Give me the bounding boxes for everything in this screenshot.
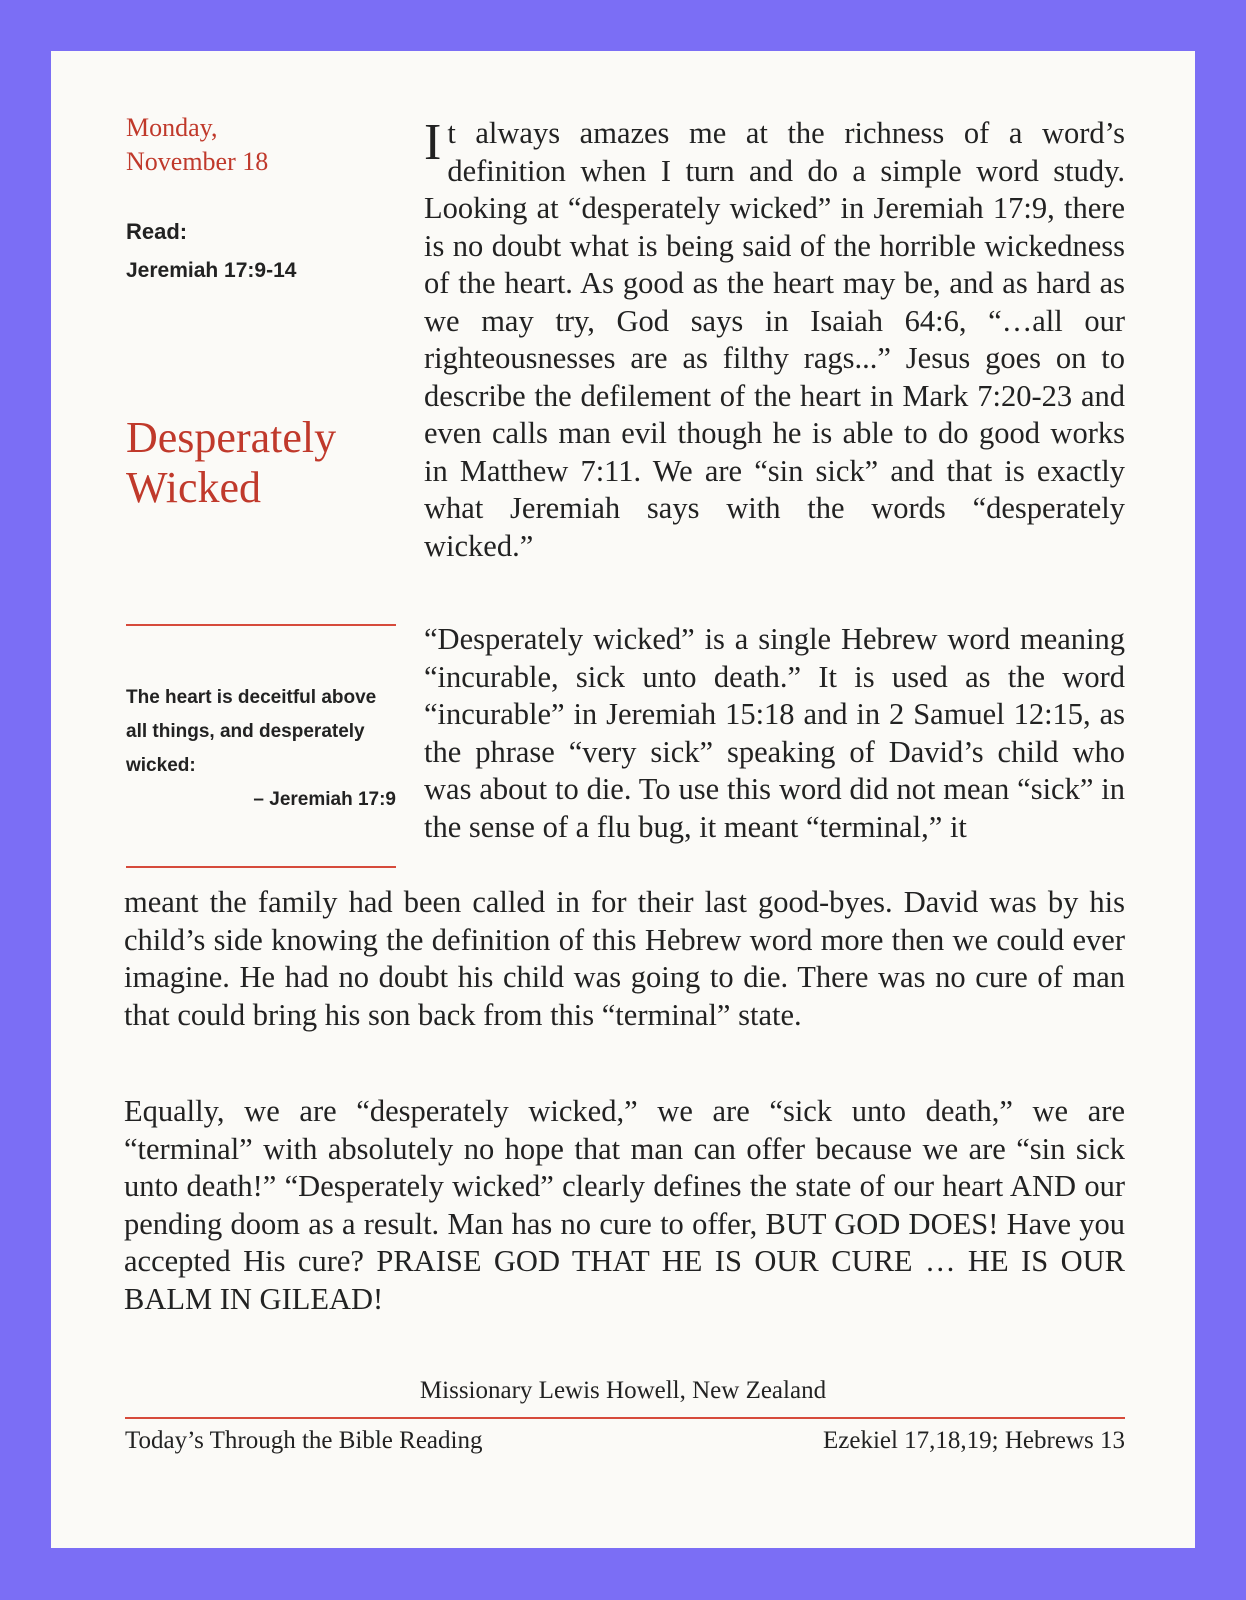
footer-divider: [125, 1417, 1125, 1419]
body-paragraph-2-bottom: meant the family had been called in for their last good-byes. David was by his child’s side knowing the definition of this Hebrew word more then we could ever imagine. He had no doubt his child was going to die. There was no cure of man that could bring his son back from this “terminal” state.: [124, 885, 1125, 1032]
footer-reading-label: Today’s Through the Bible Reading: [125, 1427, 483, 1454]
date-day: November 18: [126, 147, 269, 176]
drop-cap: I: [424, 114, 442, 171]
title-line-1: Desperately: [126, 413, 337, 462]
author-byline: Missionary Lewis Howell, New Zealand: [419, 1377, 827, 1404]
date-weekday: Monday,: [126, 113, 218, 142]
quote-bottom-divider: [126, 866, 396, 868]
quote-top-divider: [126, 624, 396, 626]
sidebar-quote-reference: – Jeremiah 17:9: [253, 789, 396, 810]
title-line-2: Wicked: [126, 463, 262, 512]
page-title: [126, 413, 406, 513]
sidebar-quote-text: The heart is deceitful above all things, and desperately wicked:: [126, 687, 377, 776]
footer-reading-references: Ezekiel 17,18,19; Hebrews 13: [822, 1427, 1125, 1454]
read-label: Read:: [126, 219, 188, 244]
body-paragraph-3: Equally, we are “desperately wicked,” we are “sick unto death,” we are “terminal” with absolutely no hope that man can offer because we are “sin sick unto death!” “Desperately wicked” clearly defines the state of our heart AND our pending doom as a result. Man has no cure to offer, BUT GOD DOES! Have you accepted His cure? PRAISE GOD THAT HE IS OUR CURE … HE IS OUR BALM IN GILEAD!: [124, 1094, 1125, 1316]
sidebar: [126, 111, 396, 283]
read-reference: Jeremiah 17:9-14: [126, 259, 297, 282]
body-paragraph-1-text: t always amazes me at the richness of a word’s definition when I turn and do a simple word study. Looking at “desperately wicked” in Jeremiah 17:9, there is no doubt what is being said of the horrible wickedness of the heart. As good as the heart may be, and as hard as we may try, God says in Isaiah 64:6, “…all our righteousnesses are as filthy rags...” Jesus goes on to describe the defilement of the heart in Mark 7:20-23 and even calls man evil though he is able to do good works in Matthew 7:11. We are “sin sick” and that is exactly what Jeremiah says with the words “desperately wicked.”: [424, 116, 1125, 563]
body-paragraph-2-top: “Desperately wicked” is a single Hebrew word meaning “incurable, sick unto death.” It is used as the word “incurable” in Jeremiah 15:18 and in 2 Samuel 12:15, as the phrase “very sick” speaking of David’s child who was about to die. To use this word did not mean “sick” in the sense of a flu bug, it meant “terminal,” it: [424, 622, 1125, 844]
sidebar-quote: [126, 681, 396, 817]
devotional-page: [51, 51, 1195, 1548]
date: [126, 111, 396, 179]
body-paragraph-1: [424, 115, 1125, 565]
